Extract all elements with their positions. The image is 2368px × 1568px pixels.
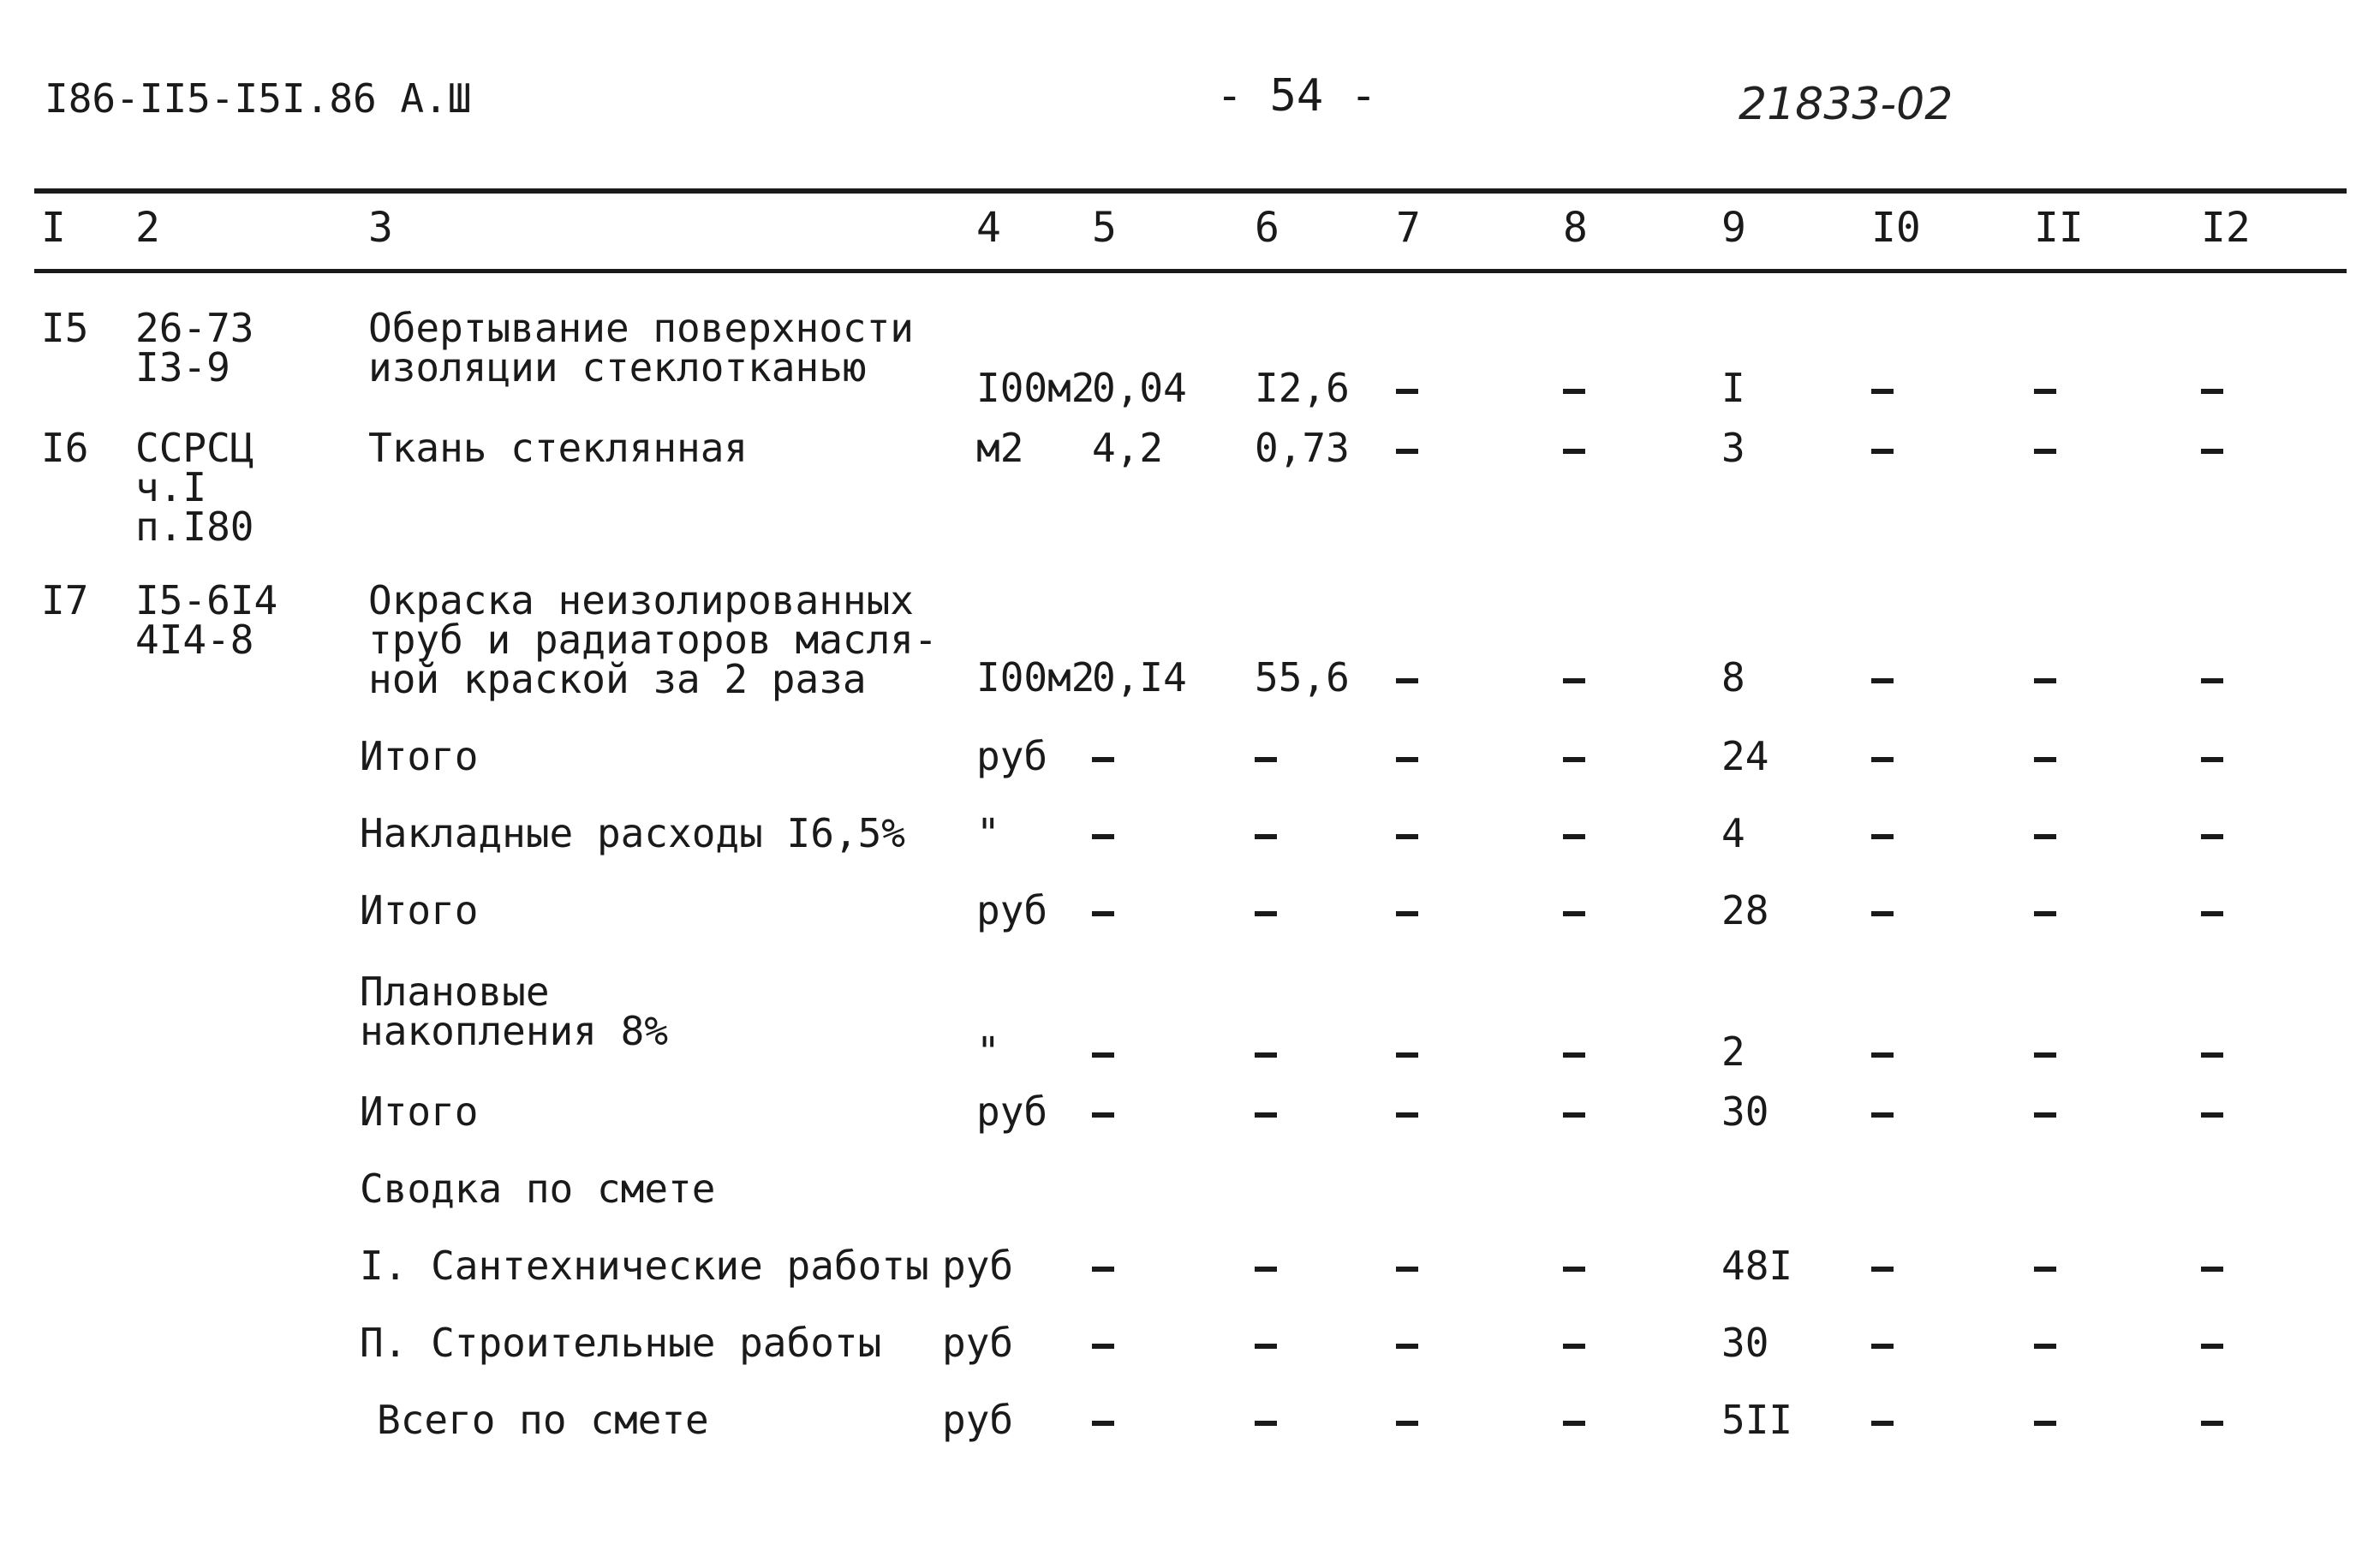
table-cell-col-11 <box>2034 736 2056 776</box>
table-cell-col-10 <box>1871 1323 1894 1362</box>
table-cell-col-9: I <box>1721 365 1745 411</box>
table-cell-unit-price <box>1255 1032 1277 1071</box>
dash-mark <box>1255 757 1277 762</box>
table-cell-item-number: I7 <box>41 577 89 623</box>
column-header: 7 <box>1396 204 1421 252</box>
table-cell-unit-price <box>1255 1400 1277 1440</box>
table-cell-unit-price: 55,6 <box>1255 654 1350 701</box>
table-cell-quantity: 0,04 <box>1092 365 1187 411</box>
table-cell-col-9: 24 <box>1721 733 1769 779</box>
dash-mark <box>2034 389 2056 394</box>
table-cell-unit-price: 0,73 <box>1255 425 1350 471</box>
table-cell-description: Накладные расходы I6,5% <box>360 810 905 856</box>
table-cell-col-12 <box>2201 658 2223 697</box>
table-cell-unit: руб <box>976 887 1048 933</box>
column-header: 8 <box>1563 204 1588 252</box>
table-top-rule <box>34 188 2347 194</box>
table-cell-col-9: 5II <box>1721 1397 1793 1443</box>
table-cell-quantity <box>1092 1032 1114 1071</box>
table-cell-reference: ССРСЦ ч.I п.I80 <box>135 425 254 550</box>
table-cell-col-10 <box>1871 891 1894 930</box>
dash-mark <box>2201 678 2223 683</box>
table-cell-col-11 <box>2034 1400 2056 1440</box>
table-cell-col-7 <box>1396 814 1418 853</box>
table-cell-unit-price <box>1255 891 1277 930</box>
dash-mark <box>1871 1421 1894 1426</box>
dash-mark <box>1871 449 1894 454</box>
dash-mark <box>1092 1344 1114 1349</box>
column-header: 9 <box>1721 204 1746 252</box>
table-cell-col-11 <box>2034 891 2056 930</box>
column-header: I <box>41 204 66 252</box>
table-cell-col-12 <box>2201 428 2223 468</box>
table-cell-col-12 <box>2201 1246 2223 1285</box>
table-cell-col-11 <box>2034 658 2056 697</box>
column-header: I0 <box>1871 204 1921 252</box>
dash-mark <box>1871 911 1894 916</box>
dash-mark <box>2201 1344 2223 1349</box>
table-cell-col-7 <box>1396 1246 1418 1285</box>
table-cell-col-12 <box>2201 1032 2223 1071</box>
table-cell-col-7 <box>1396 1400 1418 1440</box>
page-number: - 54 - <box>1216 70 1377 122</box>
dash-mark <box>1871 1344 1894 1349</box>
table-cell-col-12 <box>2201 736 2223 776</box>
dash-mark <box>1092 1112 1114 1118</box>
dash-mark <box>1092 1052 1114 1058</box>
dash-mark <box>1396 1052 1418 1058</box>
table-cell-item-number: I6 <box>41 425 89 471</box>
dash-mark <box>1396 449 1418 454</box>
table-cell-unit: м2 <box>976 425 1024 471</box>
document-code: I86-II5-I5I.86 А.Ш <box>45 75 472 122</box>
table-cell-col-9: 8 <box>1721 654 1745 701</box>
table-cell-quantity <box>1092 1246 1114 1285</box>
table-cell-unit-price <box>1255 814 1277 853</box>
column-header: II <box>2034 204 2084 252</box>
dash-mark <box>1255 834 1277 839</box>
table-cell-col-12 <box>2201 891 2223 930</box>
dash-mark <box>1396 1344 1418 1349</box>
table-cell-col-10 <box>1871 736 1894 776</box>
dash-mark <box>2201 1112 2223 1118</box>
dash-mark <box>1255 1052 1277 1058</box>
table-cell-quantity <box>1092 1400 1114 1440</box>
table-cell-description: Ткань стеклянная <box>368 425 749 471</box>
table-cell-unit-price <box>1255 1092 1277 1131</box>
dash-mark <box>1092 1267 1114 1272</box>
dash-mark <box>1092 834 1114 839</box>
table-cell-col-7 <box>1396 368 1418 408</box>
table-cell-col-8 <box>1563 1323 1585 1362</box>
dash-mark <box>2201 1267 2223 1272</box>
dash-mark <box>2201 757 2223 762</box>
table-cell-reference: I5-6I4 4I4-8 <box>135 577 278 663</box>
table-cell-col-11 <box>2034 1032 2056 1071</box>
table-cell-col-12 <box>2201 1323 2223 1362</box>
dash-mark <box>1563 1052 1585 1058</box>
dash-mark <box>2034 834 2056 839</box>
dash-mark <box>2201 1052 2223 1058</box>
dash-mark <box>1563 1112 1585 1118</box>
dash-mark <box>1396 678 1418 683</box>
column-header: 3 <box>368 204 393 252</box>
table-cell-col-8 <box>1563 428 1585 468</box>
dash-mark <box>1255 1267 1277 1272</box>
table-cell-col-10 <box>1871 428 1894 468</box>
table-cell-description: Сводка по смете <box>360 1166 716 1212</box>
table-cell-col-7 <box>1396 891 1418 930</box>
table-cell-unit: I00м2 <box>976 365 1095 411</box>
table-cell-reference: 26-73 I3-9 <box>135 305 254 391</box>
dash-mark <box>1092 911 1114 916</box>
dash-mark <box>1563 449 1585 454</box>
table-cell-col-8 <box>1563 1032 1585 1071</box>
column-header: I2 <box>2201 204 2251 252</box>
dash-mark <box>1255 1344 1277 1349</box>
dash-mark <box>1396 389 1418 394</box>
table-cell-quantity <box>1092 1092 1114 1131</box>
dash-mark <box>1396 1421 1418 1426</box>
dash-mark <box>1871 757 1894 762</box>
table-cell-col-10 <box>1871 1092 1894 1131</box>
dash-mark <box>1871 389 1894 394</box>
table-cell-col-11 <box>2034 814 2056 853</box>
table-cell-col-11 <box>2034 1323 2056 1362</box>
table-cell-col-7 <box>1396 1323 1418 1362</box>
dash-mark <box>1563 1421 1585 1426</box>
column-header: 5 <box>1092 204 1117 252</box>
dash-mark <box>2034 1344 2056 1349</box>
dash-mark <box>2201 449 2223 454</box>
dash-mark <box>2034 911 2056 916</box>
dash-mark <box>1255 1112 1277 1118</box>
dash-mark <box>1563 1267 1585 1272</box>
dash-mark <box>1871 834 1894 839</box>
table-cell-unit-price <box>1255 1323 1277 1362</box>
dash-mark <box>1396 911 1418 916</box>
table-cell-col-8 <box>1563 1246 1585 1285</box>
table-cell-col-12 <box>2201 1400 2223 1440</box>
dash-mark <box>1563 834 1585 839</box>
table-cell-col-12 <box>2201 1092 2223 1131</box>
table-cell-description: I. Сантехнические работы <box>360 1243 929 1289</box>
table-cell-col-10 <box>1871 658 1894 697</box>
table-cell-quantity <box>1092 736 1114 776</box>
dash-mark <box>2034 1112 2056 1118</box>
table-cell-description: Обертывание поверхности изоляции стеклотканью <box>368 305 914 391</box>
document-id: 21833-02 <box>1739 79 1953 130</box>
table-cell-col-9: 48I <box>1721 1243 1793 1289</box>
dash-mark <box>1563 389 1585 394</box>
table-cell-col-8 <box>1563 1400 1585 1440</box>
table-cell-quantity <box>1092 814 1114 853</box>
table-cell-quantity <box>1092 1323 1114 1362</box>
table-cell-quantity: 4,2 <box>1092 425 1164 471</box>
table-cell-quantity: 0,I4 <box>1092 654 1187 701</box>
table-cell-col-8 <box>1563 814 1585 853</box>
table-cell-col-12 <box>2201 814 2223 853</box>
table-cell-unit: " <box>976 1028 1000 1075</box>
table-cell-description: Плановые накопления 8% <box>360 969 669 1054</box>
table-cell-unit: руб <box>976 1088 1048 1135</box>
table-cell-quantity <box>1092 891 1114 930</box>
table-cell-col-9: 2 <box>1721 1028 1745 1075</box>
table-cell-col-11 <box>2034 368 2056 408</box>
table-cell-col-8 <box>1563 1092 1585 1131</box>
column-header: 6 <box>1255 204 1279 252</box>
table-cell-col-8 <box>1563 658 1585 697</box>
table-cell-col-9: 4 <box>1721 810 1745 856</box>
dash-mark <box>1871 1052 1894 1058</box>
table-cell-col-10 <box>1871 1400 1894 1440</box>
column-header: 4 <box>976 204 1001 252</box>
table-cell-unit: руб <box>942 1320 1014 1366</box>
table-cell-col-8 <box>1563 736 1585 776</box>
table-cell-col-7 <box>1396 658 1418 697</box>
dash-mark <box>2034 1267 2056 1272</box>
table-cell-description: Итого <box>360 887 479 933</box>
table-cell-col-10 <box>1871 368 1894 408</box>
table-cell-col-9: 30 <box>1721 1088 1769 1135</box>
table-cell-unit: " <box>976 810 1000 856</box>
dash-mark <box>1563 1344 1585 1349</box>
dash-mark <box>1871 1112 1894 1118</box>
table-cell-unit-price <box>1255 1246 1277 1285</box>
table-cell-description: Итого <box>360 1088 479 1135</box>
dash-mark <box>1396 1112 1418 1118</box>
table-cell-col-9: 28 <box>1721 887 1769 933</box>
dash-mark <box>2034 678 2056 683</box>
table-cell-col-11 <box>2034 428 2056 468</box>
table-cell-description: Итого <box>360 733 479 779</box>
dash-mark <box>1563 911 1585 916</box>
table-cell-col-7 <box>1396 1092 1418 1131</box>
table-cell-col-9: 3 <box>1721 425 1745 471</box>
dash-mark <box>1092 757 1114 762</box>
dash-mark <box>2201 1421 2223 1426</box>
table-cell-col-7 <box>1396 736 1418 776</box>
table-cell-unit: руб <box>942 1243 1014 1289</box>
table-cell-col-8 <box>1563 368 1585 408</box>
table-header-rule <box>34 269 2347 273</box>
table-cell-unit-price <box>1255 736 1277 776</box>
table-cell-unit: руб <box>976 733 1048 779</box>
table-cell-col-7 <box>1396 1032 1418 1071</box>
dash-mark <box>2034 449 2056 454</box>
table-cell-description: Всего по смете <box>377 1397 709 1443</box>
dash-mark <box>1396 834 1418 839</box>
table-cell-col-11 <box>2034 1246 2056 1285</box>
table-cell-col-9: 30 <box>1721 1320 1769 1366</box>
table-cell-unit: руб <box>942 1397 1014 1443</box>
dash-mark <box>1871 1267 1894 1272</box>
table-cell-unit-price: I2,6 <box>1255 365 1350 411</box>
dash-mark <box>2201 389 2223 394</box>
table-cell-description: П. Строительные работы <box>360 1320 882 1366</box>
dash-mark <box>1255 1421 1277 1426</box>
table-cell-col-12 <box>2201 368 2223 408</box>
dash-mark <box>1255 911 1277 916</box>
dash-mark <box>1563 757 1585 762</box>
table-cell-col-10 <box>1871 1246 1894 1285</box>
column-header: 2 <box>135 204 160 252</box>
table-cell-item-number: I5 <box>41 305 89 351</box>
table-cell-col-10 <box>1871 1032 1894 1071</box>
dash-mark <box>2034 757 2056 762</box>
table-cell-description: Окраска неизолированных труб и радиаторов масля- ной краской за 2 раза <box>368 577 938 702</box>
dash-mark <box>2034 1052 2056 1058</box>
dash-mark <box>1396 1267 1418 1272</box>
table-cell-col-11 <box>2034 1092 2056 1131</box>
dash-mark <box>2201 911 2223 916</box>
table-cell-col-7 <box>1396 428 1418 468</box>
dash-mark <box>1871 678 1894 683</box>
dash-mark <box>1092 1421 1114 1426</box>
dash-mark <box>2201 834 2223 839</box>
dash-mark <box>1563 678 1585 683</box>
table-cell-col-10 <box>1871 814 1894 853</box>
table-cell-col-8 <box>1563 891 1585 930</box>
table-cell-unit: I00м2 <box>976 654 1095 701</box>
dash-mark <box>1396 757 1418 762</box>
dash-mark <box>2034 1421 2056 1426</box>
